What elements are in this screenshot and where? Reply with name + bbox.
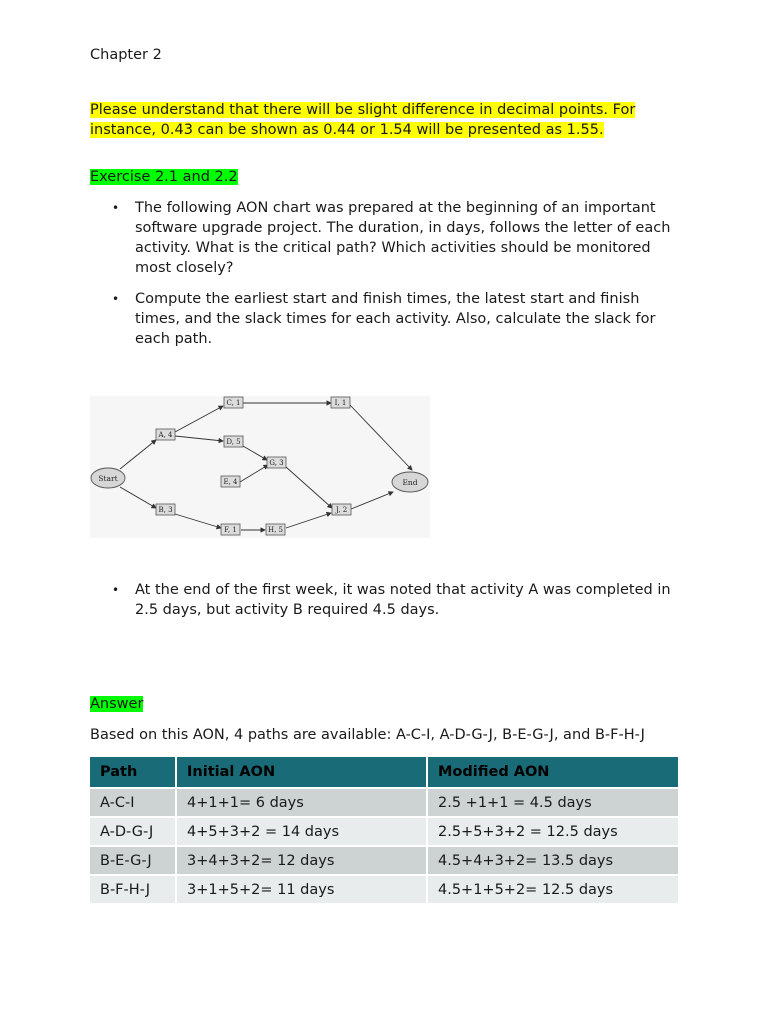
bullet-glyph: • [112, 201, 120, 215]
aon-diagram [90, 396, 430, 538]
end-node [392, 472, 428, 492]
initial-aon-cell: 3+4+3+2= 12 days [176, 846, 427, 875]
initial-aon-cell: 3+1+5+2= 11 days [176, 875, 427, 903]
table-header-row [90, 757, 678, 788]
activity-node-j [332, 504, 351, 515]
start-node [91, 468, 125, 488]
svg-text:H, 5: H, 5 [267, 526, 284, 534]
svg-text:D, 5: D, 5 [226, 438, 241, 446]
activity-node-i [331, 397, 350, 408]
table-row [90, 817, 678, 846]
svg-text:End: End [402, 478, 418, 487]
chapter-title: Chapter 2 [90, 47, 162, 63]
path-cell: B-E-G-J [90, 846, 176, 875]
list-item: • At the end of the first week, it was noted that activity A was completed in 2.5 days, but activity B required 4.5 days. [112, 582, 671, 618]
svg-text:B, 3: B, 3 [158, 506, 173, 514]
note-highlight: Please understand that there will be slight difference in decimal points. For instance, 0.43 can be shown as 0.44 or 1.54 will be presented as 1.55. [90, 102, 636, 138]
update-bullets [90, 580, 680, 620]
svg-text:A, 4: A, 4 [158, 431, 173, 439]
initial-aon-cell: 4+5+3+2 = 14 days [176, 817, 427, 846]
svg-text:Start: Start [98, 474, 118, 483]
modified-aon-cell: 2.5+5+3+2 = 12.5 days [427, 817, 678, 846]
activity-node-h [266, 524, 285, 535]
activity-node-f [221, 524, 240, 535]
activity-node-g [267, 457, 286, 468]
table-row [90, 875, 678, 903]
activity-node-c [224, 397, 243, 408]
answer-intro: Based on this AON, 4 paths are available: A-C-I, A-D-G-J, B-E-G-J, and B-F-H-J [90, 727, 645, 743]
modified-aon-cell: 4.5+4+3+2= 13.5 days [427, 846, 678, 875]
svg-text:I, 1: I, 1 [334, 399, 347, 407]
bullet-glyph: • [112, 292, 120, 306]
svg-text:C, 1: C, 1 [226, 399, 241, 407]
note-paragraph [90, 100, 680, 140]
activity-node-d [224, 436, 243, 447]
svg-text:G, 3: G, 3 [269, 459, 284, 467]
list-item: • The following AON chart was prepared at the beginning of an important software upgrade project. The duration, in days, follows the letter of each activity. What is the critical path? Which activities should be monitored most closely? [112, 200, 671, 276]
list-item: • Compute the earliest start and finish times, the latest start and finish times, and the slack times for each activity. Also, calculate the slack for each path. [112, 291, 656, 347]
modified-aon-cell: 4.5+1+5+2= 12.5 days [427, 875, 678, 903]
svg-text:E, 4: E, 4 [223, 478, 238, 486]
column-header-path: Path [90, 757, 176, 788]
modified-aon-cell: 2.5 +1+1 = 4.5 days [427, 788, 678, 817]
svg-text:F, 1: F, 1 [224, 526, 237, 534]
answer-heading: Answer [90, 696, 144, 712]
activity-node-a [156, 429, 175, 440]
aon-network-svg [90, 396, 430, 538]
svg-text:J, 2: J, 2 [335, 506, 348, 514]
activity-node-b [156, 504, 175, 515]
table-row [90, 846, 678, 875]
initial-aon-cell: 4+1+1= 6 days [176, 788, 427, 817]
activity-node-e [221, 476, 240, 487]
column-header-initial-aon: Initial AON [176, 757, 427, 788]
bullet-glyph: • [112, 583, 120, 597]
table-row [90, 788, 678, 817]
path-cell: A-C-I [90, 788, 176, 817]
exercise-bullets [90, 198, 680, 349]
path-cell: B-F-H-J [90, 875, 176, 903]
exercise-heading: Exercise 2.1 and 2.2 [90, 169, 238, 185]
paths-table [90, 757, 678, 903]
path-cell: A-D-G-J [90, 817, 176, 846]
column-header-modified-aon: Modified AON [427, 757, 678, 788]
